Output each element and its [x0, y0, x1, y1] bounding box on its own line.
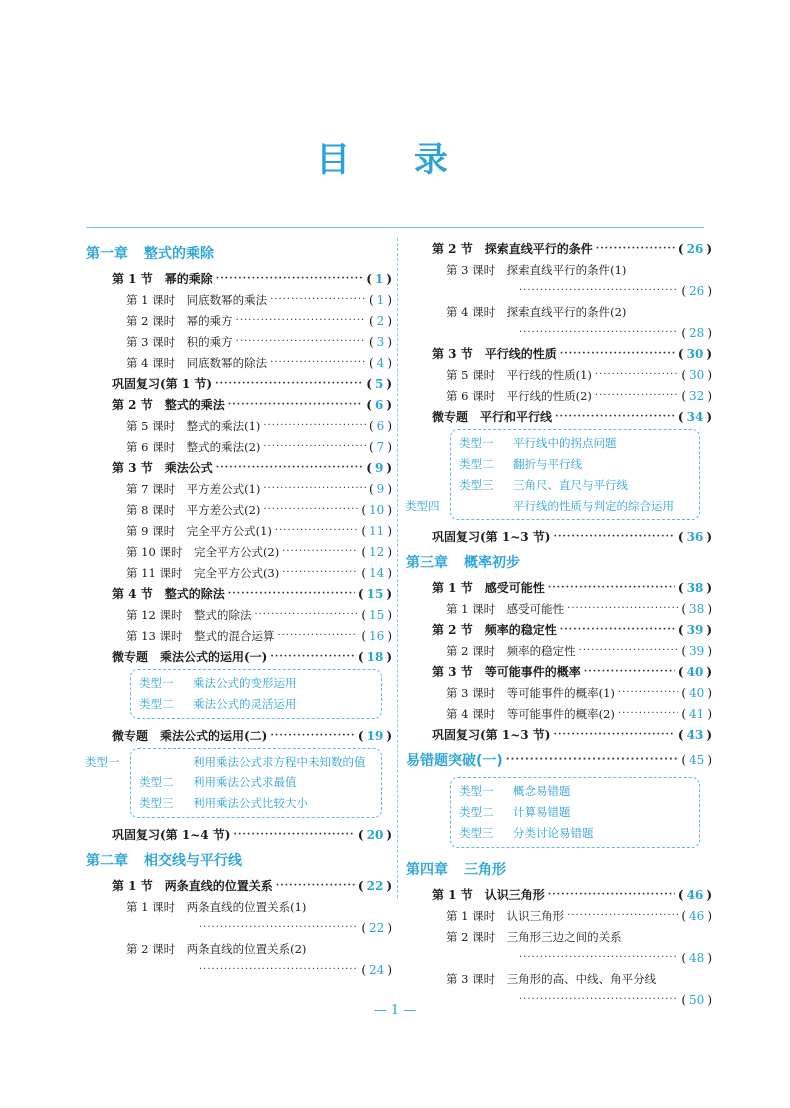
type-label: 类型一 [139, 676, 174, 690]
leader-dots [596, 243, 675, 255]
page-number-value: 34 [686, 409, 704, 424]
type-label: 类型二 [139, 775, 174, 789]
page-number-value: 19 [366, 728, 384, 743]
topic-type-box [450, 777, 700, 848]
page-number-value: 36 [686, 529, 704, 544]
topic-entry[interactable] [406, 406, 712, 427]
topic-type-item[interactable] [139, 694, 373, 715]
type-label: 类型三 [139, 796, 174, 810]
lesson-entry[interactable] [406, 905, 712, 926]
entry-label: 第 5 课时 平行线的性质(1) [446, 367, 592, 382]
leader-dots [236, 336, 366, 348]
page-ref: ( 3 ) [368, 334, 392, 349]
chapter-title: 整式的乘除 [144, 246, 214, 262]
type-desc: 平行线的性质与判定的综合运用 [513, 499, 674, 513]
entry-label: 第 8 课时 平方差公式(2) [126, 502, 261, 517]
page-ref: ( 19 ) [357, 728, 392, 743]
section-entry[interactable] [406, 661, 712, 682]
type-desc: 平行线中的拐点问题 [513, 436, 617, 450]
entry-label: 第 1 节 感受可能性 [432, 581, 545, 595]
chapter-number: 第四章 [406, 862, 448, 878]
entry-continuation[interactable] [406, 947, 712, 968]
entry-label: 第 3 课时 三角形的高、中线、角平分线 [446, 971, 657, 986]
page-ref: ( 50 ) [681, 992, 712, 1007]
topic-entry[interactable] [86, 725, 392, 746]
topic-type-item[interactable] [139, 793, 373, 814]
entry-label: 第 1 课时 两条直线的位置关系(1) [126, 899, 307, 914]
leader-dots [199, 922, 358, 934]
type-desc: 分类讨论易错题 [513, 826, 594, 840]
page-number-value: 15 [369, 607, 385, 622]
entry-label: 第 1 节 两条直线的位置关系 [112, 879, 273, 893]
page-ref: ( 38 ) [677, 580, 712, 595]
leader-dots [270, 651, 355, 663]
type-desc: 乘法公式的变形运用 [193, 676, 297, 690]
entry-label: 第 6 课时 整式的乘法(2) [126, 439, 261, 454]
leader-dots [584, 666, 675, 678]
lesson-entry[interactable] [86, 604, 392, 625]
toc-left-column [86, 238, 392, 980]
page-number-value: 28 [689, 325, 705, 340]
page-ref: ( 6 ) [368, 418, 392, 433]
leader-dots [263, 441, 366, 453]
lesson-entry[interactable] [406, 640, 712, 661]
topic-type-item[interactable] [459, 454, 691, 475]
page-ref: ( 26 ) [677, 241, 712, 256]
entry-label: 第 3 节 平行线的性质 [432, 347, 557, 361]
page-number-value: 7 [376, 439, 385, 454]
page-number-value: 11 [369, 523, 385, 538]
leader-dots [216, 273, 364, 285]
leader-dots [579, 645, 679, 657]
page-number-value: 20 [366, 827, 384, 842]
type-label: 类型二 [459, 457, 494, 471]
leader-dots [228, 399, 364, 411]
leader-dots [560, 624, 675, 636]
page-ref: ( 46 ) [681, 908, 712, 923]
lesson-entry[interactable] [406, 926, 712, 947]
leader-dots [254, 609, 358, 621]
lesson-entry[interactable] [86, 436, 392, 457]
page-number-value: 9 [376, 481, 385, 496]
page-number-value: 15 [366, 586, 384, 601]
page-number: — 1 — [373, 1003, 417, 1018]
entry-label: 第 4 课时 探索直线平行的条件(2) [446, 304, 627, 319]
section-entry[interactable] [86, 875, 392, 896]
leader-dots [553, 531, 674, 543]
leader-dots [618, 687, 678, 699]
leader-dots [236, 315, 366, 327]
entry-label: 第 2 课时 幂的乘方 [126, 313, 233, 328]
page-ref: ( 14 ) [361, 565, 392, 580]
lesson-entry[interactable] [406, 385, 712, 406]
page-number-value: 46 [686, 887, 704, 902]
entry-label: 第 5 课时 整式的乘法(1) [126, 418, 261, 433]
leader-dots [270, 357, 366, 369]
leader-dots [519, 952, 678, 964]
page-number-value: 39 [689, 643, 705, 658]
page-number-value: 16 [369, 628, 385, 643]
page-number-value: 6 [376, 418, 385, 433]
chapter-title: 三角形 [464, 862, 506, 878]
page-ref: ( 16 ) [361, 628, 392, 643]
entry-label: 第 2 节 整式的乘法 [112, 398, 225, 412]
leader-dots [506, 754, 679, 766]
page-ref: ( 11 ) [361, 523, 392, 538]
leader-dots [519, 327, 678, 339]
page-number-value: 12 [369, 544, 385, 559]
type-label: 类型一 [85, 755, 120, 769]
topic-type-item[interactable] [139, 772, 373, 793]
section-entry[interactable] [86, 457, 392, 478]
chapter-number: 第三章 [406, 555, 448, 571]
chapter-heading[interactable] [406, 547, 712, 577]
page-number-value: 4 [376, 355, 385, 370]
page-ref: ( 46 ) [677, 887, 712, 902]
section-entry[interactable] [86, 268, 392, 289]
leader-dots [548, 889, 675, 901]
entry-label: 第 1 节 幂的乘除 [112, 272, 213, 286]
leader-dots [199, 964, 358, 976]
review-entry[interactable] [86, 373, 392, 394]
page-number-value: 48 [689, 950, 705, 965]
topic-type-item[interactable] [459, 433, 691, 454]
entry-label: 第 3 课时 等可能事件的概率(1) [446, 685, 615, 700]
leader-dots [216, 462, 364, 474]
leader-dots [567, 910, 678, 922]
page-number-value: 41 [689, 706, 705, 721]
entry-label: 第 4 课时 等可能事件的概率(2) [446, 706, 615, 721]
review-entry[interactable] [86, 824, 392, 845]
entry-label: 第 3 课时 积的乘方 [126, 334, 233, 349]
leader-dots [228, 588, 355, 600]
leader-dots [270, 730, 355, 742]
entry-label: 第 6 课时 平行线的性质(2) [446, 388, 592, 403]
entry-label: 第 1 节 认识三角形 [432, 888, 545, 902]
entry-label: 第 3 课时 探索直线平行的条件(1) [446, 262, 627, 277]
page-number-value: 22 [366, 878, 384, 893]
page-number-value: 30 [689, 367, 705, 382]
type-desc: 乘法公式的灵活运用 [193, 697, 297, 711]
topic-type-item[interactable] [459, 475, 691, 496]
leader-dots [595, 369, 678, 381]
page-ref: ( 32 ) [681, 388, 712, 403]
page-number-value: 39 [686, 622, 704, 637]
leader-dots [282, 567, 358, 579]
page-number-value: 24 [369, 962, 385, 977]
leader-dots [233, 829, 354, 841]
leader-dots [277, 630, 358, 642]
leader-dots [553, 729, 674, 741]
page-ref: ( 40 ) [677, 664, 712, 679]
lesson-entry[interactable] [86, 352, 392, 373]
page-number-value: 43 [686, 727, 704, 742]
leader-dots [215, 378, 363, 390]
type-desc: 概念易错题 [513, 784, 571, 798]
section-entry[interactable] [406, 577, 712, 598]
entry-label: 第 2 节 频率的稳定性 [432, 623, 557, 637]
entry-label: 第 12 课时 整式的除法 [126, 607, 252, 622]
page-number-value: 6 [374, 397, 384, 412]
entry-label: 第 4 课时 同底数幂的除法 [126, 355, 268, 370]
review-entry[interactable] [406, 724, 712, 745]
page-ref: ( 20 ) [357, 827, 392, 842]
lesson-entry[interactable] [406, 968, 712, 989]
entry-label: 微专题 乘法公式的运用(二) [112, 729, 268, 743]
page-ref: ( 18 ) [357, 649, 392, 664]
entry-label: 第 1 课时 感受可能性 [446, 601, 565, 616]
topic-type-box [85, 748, 382, 818]
type-desc: 利用乘法公式求方程中未知数的值 [193, 755, 366, 769]
entry-label: 第 3 节 等可能事件的概率 [432, 665, 581, 679]
type-label: 类型三 [459, 478, 494, 492]
topic-type-item[interactable] [85, 752, 373, 772]
page-number-value: 1 [374, 271, 384, 286]
lesson-entry[interactable] [86, 896, 392, 917]
page-number-value: 38 [686, 580, 704, 595]
column-divider [397, 238, 398, 898]
page-ref: ( 39 ) [677, 622, 712, 637]
page-ref: ( 38 ) [681, 601, 712, 616]
page-ref: ( 36 ) [677, 529, 712, 544]
lesson-entry[interactable] [86, 499, 392, 520]
topic-type-item[interactable] [459, 823, 691, 844]
page-number-value: 26 [689, 283, 705, 298]
section-entry[interactable] [406, 343, 712, 364]
entry-continuation[interactable] [406, 322, 712, 343]
type-desc: 翻折与平行线 [513, 457, 582, 471]
page-ref: ( 24 ) [361, 962, 392, 977]
type-label: 类型四 [405, 499, 440, 513]
lesson-entry[interactable] [86, 625, 392, 646]
page-ref: ( 1 ) [368, 292, 392, 307]
page-ref: ( 34 ) [677, 409, 712, 424]
leader-dots [618, 708, 678, 720]
page-ref: ( 15 ) [357, 586, 392, 601]
entry-label: 第 3 节 乘法公式 [112, 461, 213, 475]
entry-label: 第 1 课时 认识三角形 [446, 908, 565, 923]
page-ref: ( 9 ) [368, 481, 392, 496]
review-entry[interactable] [406, 526, 712, 547]
leader-dots [519, 285, 678, 297]
page-number-value: 32 [689, 388, 705, 403]
page-ref: ( 12 ) [361, 544, 392, 559]
page-ref: ( 7 ) [368, 439, 392, 454]
title-divider [86, 227, 704, 228]
lesson-entry[interactable] [406, 682, 712, 703]
page-ref: ( 26 ) [681, 283, 712, 298]
section-entry[interactable] [86, 583, 392, 604]
page-number-value: 9 [374, 460, 384, 475]
type-desc: 利用乘法公式比较大小 [193, 796, 308, 810]
toc-right-column [406, 238, 712, 1010]
page-number-value: 40 [689, 685, 705, 700]
type-desc: 利用乘法公式求最值 [193, 775, 297, 789]
page-ref: ( 1 ) [366, 271, 392, 286]
lesson-entry[interactable] [406, 301, 712, 322]
page-number-value: 40 [686, 664, 704, 679]
topic-type-item[interactable] [459, 781, 691, 802]
entry-label: 第 13 课时 整式的混合运算 [126, 628, 275, 643]
leader-dots [263, 420, 366, 432]
page-number-value: 18 [366, 649, 384, 664]
page-number-value: 26 [686, 241, 704, 256]
topic-entry[interactable] [86, 646, 392, 667]
lesson-entry[interactable] [406, 598, 712, 619]
page-ref: ( 28 ) [681, 325, 712, 340]
leader-dots [595, 390, 678, 402]
page-number-value: 14 [369, 565, 385, 580]
lesson-entry[interactable] [86, 415, 392, 436]
page-number-value: 2 [376, 313, 385, 328]
section-entry[interactable] [406, 238, 712, 259]
entry-label: 第 11 课时 完全平方公式(3) [126, 565, 280, 580]
entry-label: 第 4 节 整式的除法 [112, 587, 225, 601]
entry-label: 第 1 课时 同底数幂的乘法 [126, 292, 268, 307]
leader-dots [548, 582, 675, 594]
entry-label: 第 2 课时 两条直线的位置关系(2) [126, 941, 307, 956]
lesson-entry[interactable] [86, 289, 392, 310]
page-ref: ( 43 ) [677, 727, 712, 742]
page-ref: ( 45 ) [681, 753, 712, 767]
entry-label: 巩固复习(第 1 节) [112, 377, 213, 391]
page-ref: ( 40 ) [681, 685, 712, 700]
lesson-entry[interactable] [86, 938, 392, 959]
page-title: 目 录 [316, 140, 474, 180]
page-ref: ( 30 ) [677, 346, 712, 361]
page-ref: ( 41 ) [681, 706, 712, 721]
lesson-entry[interactable] [86, 478, 392, 499]
page-ref: ( 22 ) [361, 920, 392, 935]
section-entry[interactable] [86, 394, 392, 415]
chapter-heading[interactable] [86, 845, 392, 875]
entry-continuation[interactable] [86, 917, 392, 938]
entry-label: 第 2 课时 三角形三边之间的关系 [446, 929, 622, 944]
chapter-number: 第二章 [86, 853, 128, 869]
lesson-entry[interactable] [86, 541, 392, 562]
entry-label: 第 10 课时 完全平方公式(2) [126, 544, 280, 559]
entry-label: 巩固复习(第 1~3 节) [432, 530, 551, 544]
page-number-value: 38 [689, 601, 705, 616]
chapter-number: 第一章 [86, 246, 128, 262]
page-number-value: 30 [686, 346, 704, 361]
page-ref: ( 6 ) [366, 397, 392, 412]
page-ref: ( 15 ) [361, 607, 392, 622]
entry-label: 微专题 平行和平行线 [432, 410, 553, 424]
chapter-heading[interactable] [406, 745, 712, 775]
topic-type-item[interactable] [405, 496, 691, 516]
section-entry[interactable] [406, 619, 712, 640]
page-ref: ( 10 ) [361, 502, 392, 517]
type-label: 类型一 [459, 784, 494, 798]
topic-type-item[interactable] [459, 802, 691, 823]
entry-label: 巩固复习(第 1~3 节) [432, 728, 551, 742]
leader-dots [555, 411, 675, 423]
page-ref: ( 22 ) [357, 878, 392, 893]
type-label: 类型二 [139, 697, 174, 711]
page-number-value: 3 [376, 334, 385, 349]
page-ref: ( 48 ) [681, 950, 712, 965]
leader-dots [567, 603, 678, 615]
leader-dots [263, 504, 358, 516]
page-number-value: 46 [689, 908, 705, 923]
lesson-entry[interactable] [406, 364, 712, 385]
entry-label: 巩固复习(第 1~4 节) [112, 828, 231, 842]
page-ref: ( 39 ) [681, 643, 712, 658]
lesson-entry[interactable] [406, 259, 712, 280]
leader-dots [560, 348, 675, 360]
chapter-number: 易错题突破(一) [406, 753, 503, 769]
leader-dots [275, 525, 358, 537]
page-ref: ( 2 ) [368, 313, 392, 328]
section-entry[interactable] [406, 884, 712, 905]
chapter-title: 相交线与平行线 [144, 853, 242, 869]
type-desc: 三角尺、直尺与平行线 [513, 478, 628, 492]
chapter-title: 概率初步 [464, 555, 520, 571]
page-number-value: 1 [376, 292, 385, 307]
lesson-entry[interactable] [86, 520, 392, 541]
page-ref: ( 30 ) [681, 367, 712, 382]
leader-dots [263, 483, 366, 495]
entry-label: 第 2 节 探索直线平行的条件 [432, 242, 593, 256]
entry-label: 第 9 课时 完全平方公式(1) [126, 523, 272, 538]
entry-label: 第 2 课时 频率的稳定性 [446, 643, 576, 658]
entry-label: 微专题 乘法公式的运用(一) [112, 650, 268, 664]
chapter-heading[interactable] [86, 238, 392, 268]
page-ref: ( 5 ) [366, 376, 392, 391]
leader-dots [282, 546, 358, 558]
lesson-entry[interactable] [86, 331, 392, 352]
entry-label: 第 7 课时 平方差公式(1) [126, 481, 261, 496]
type-label: 类型二 [459, 805, 494, 819]
page-ref: ( 4 ) [368, 355, 392, 370]
page-number-value: 45 [689, 753, 705, 767]
topic-type-item[interactable] [139, 673, 373, 694]
page-number-value: 22 [369, 920, 385, 935]
page-number-value: 5 [374, 376, 384, 391]
leader-dots [276, 880, 355, 892]
lesson-entry[interactable] [86, 310, 392, 331]
lesson-entry[interactable] [406, 703, 712, 724]
lesson-entry[interactable] [86, 562, 392, 583]
topic-type-box [405, 429, 700, 520]
entry-continuation[interactable] [406, 280, 712, 301]
page-number-value: 50 [689, 992, 705, 1007]
chapter-heading[interactable] [406, 854, 712, 884]
leader-dots [270, 294, 366, 306]
page-ref: ( 9 ) [366, 460, 392, 475]
type-desc: 计算易错题 [513, 805, 571, 819]
page-number-value: 10 [369, 502, 385, 517]
topic-type-box [130, 669, 382, 719]
type-label: 类型三 [459, 826, 494, 840]
type-label: 类型一 [459, 436, 494, 450]
entry-continuation[interactable] [86, 959, 392, 980]
